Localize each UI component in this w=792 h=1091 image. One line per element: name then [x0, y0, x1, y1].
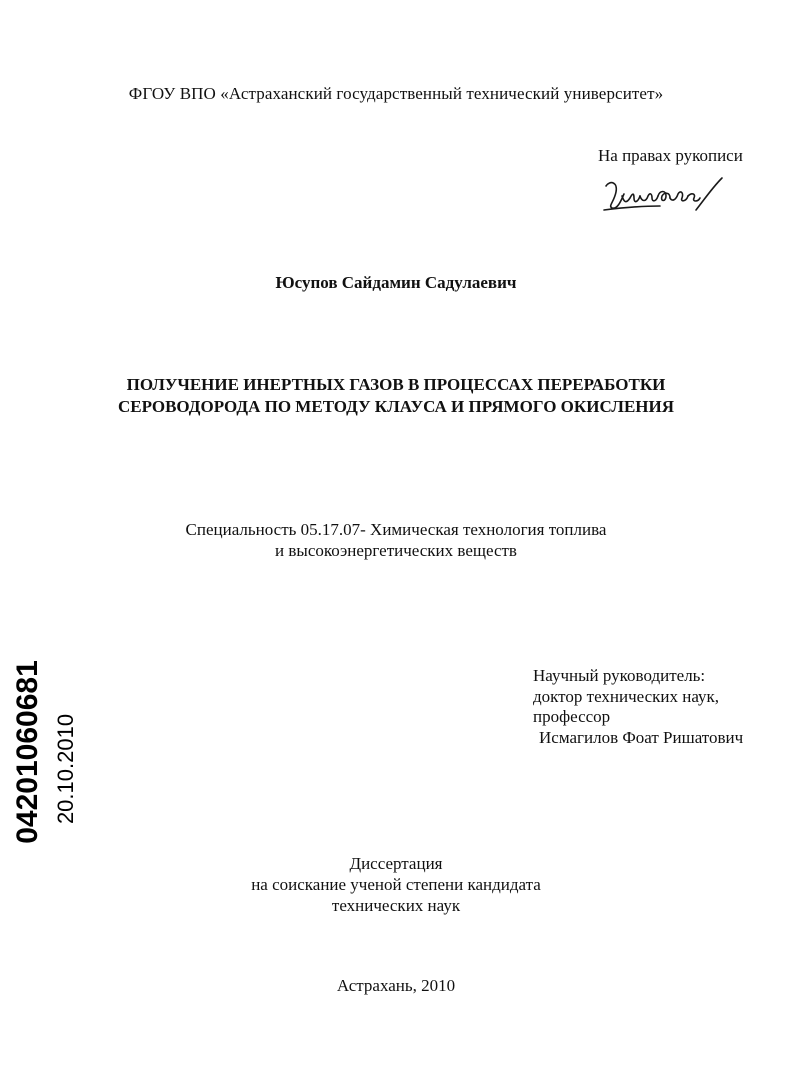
author-name: Юсупов Сайдамин Садулаевич [275, 273, 517, 292]
degree-line: технических наук [331, 896, 461, 915]
dissertation-title [0, 374, 792, 418]
degree-line: Диссертация [349, 854, 443, 873]
specialty-line: Специальность 05.17.07- Химическая технология топлива [185, 520, 607, 539]
advisor-rank: профессор [533, 707, 611, 726]
organization-header: ФГОУ ВПО «Астраханский государственный технический университет» [128, 84, 664, 103]
advisor-name: Исмагилов Фоат Ришатович [539, 727, 744, 747]
degree-line: на соискание ученой степени кандидата [251, 875, 541, 894]
advisor-degree: доктор технических наук, [533, 686, 720, 706]
library-stamp-code: 04201060681 [11, 660, 44, 844]
place-year: Астрахань, 2010 [336, 976, 456, 995]
title-line: ПОЛУЧЕНИЕ ИНЕРТНЫХ ГАЗОВ В ПРОЦЕССАХ ПЕРЕРАБОТКИ [126, 375, 666, 394]
degree-block [0, 853, 792, 916]
rights-note: На правах рукописи [598, 146, 743, 165]
advisor-label: Научный руководитель: [533, 666, 706, 685]
title-line: СЕРОВОДОРОДА ПО МЕТОДУ КЛАУСА И ПРЯМОГО ОКИСЛЕНИЯ [117, 397, 675, 416]
specialty-block [0, 519, 792, 561]
advisor-block [533, 666, 743, 748]
specialty-line: и высокоэнергетических веществ [275, 541, 517, 560]
author-signature [600, 172, 728, 224]
library-stamp-date: 20.10.2010 [53, 713, 78, 825]
